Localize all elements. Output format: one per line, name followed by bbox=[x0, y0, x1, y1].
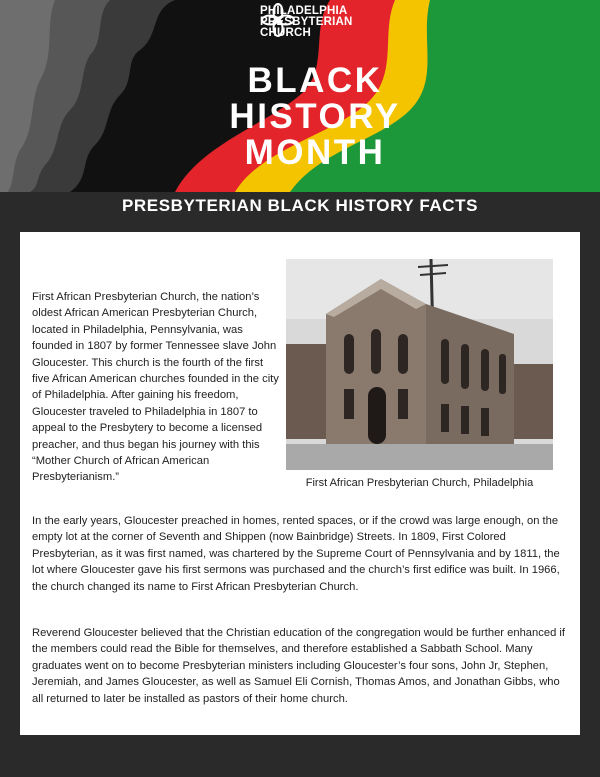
article-paragraph-2: In the early years, Gloucester preached in homes, rented spaces, or if the crowd was large enough, on the empty lot at the corner of Seventh and Shippen (now Bainbridge) Streets. In 1809, First Colored Presbyterian, as it was first named, was chartered by the Supreme Court of Pennsylvania and by 1811, the lot where Gloucester gave his first sermons was purchased and the church’s first edifice was built. In 1966, the church changed its name to First African Presbyterian Church. bbox=[32, 515, 560, 593]
church-logo bbox=[260, 2, 353, 39]
church-name-line1: PHILADELPHIA bbox=[260, 5, 348, 17]
church-name-line3: CHURCH bbox=[260, 27, 312, 39]
church-building-illustration bbox=[286, 259, 553, 470]
title-line-month: MONTH bbox=[244, 133, 386, 172]
church-photo bbox=[286, 259, 553, 470]
title-line-history: HISTORY bbox=[229, 97, 401, 136]
article-card bbox=[20, 232, 580, 735]
photo-caption: First African Presbyterian Church, Philadelphia bbox=[305, 477, 534, 489]
banner bbox=[0, 0, 600, 192]
article-paragraph-1: First African Presbyterian Church, the nation’s oldest African American Presbyterian Church, located in Philadelphia, Pennsylvania, was founded in 1807 by former Tennessee slave John Gloucester. This church is the fourth of the first five African American churches founded in the city of Philadelphia. After gaining his freedom, Gloucester traveled to Philadelphia in 1807 to appeal to the Presbytery to become a licensed preacher, and thus began his journey with this “Mother Church of African American Presbyterianism.” bbox=[32, 291, 279, 484]
section-header: PRESBYTERIAN BLACK HISTORY FACTS bbox=[121, 196, 479, 215]
banner-title bbox=[190, 63, 440, 171]
article-paragraph-3: Reverend Gloucester believed that the Christian education of the congregation would be further enhanced if the members could read the Bible for themselves, and therefore established a Sabbath School. Many graduates went on to become Presbyterian ministers including Gloucester’s four sons, John Jr, Stephen, Jeremiah, and James Gloucester, as well as Samuel Eli Cornish, Thomas Amos, and Jonathan Gibbs, who all returned to later be installed as pastors of their home church. bbox=[32, 627, 565, 705]
church-name-line2: PRESBYTERIAN bbox=[260, 16, 353, 28]
title-line-black: BLACK bbox=[247, 61, 383, 100]
cross-flower-icon bbox=[260, 2, 296, 38]
